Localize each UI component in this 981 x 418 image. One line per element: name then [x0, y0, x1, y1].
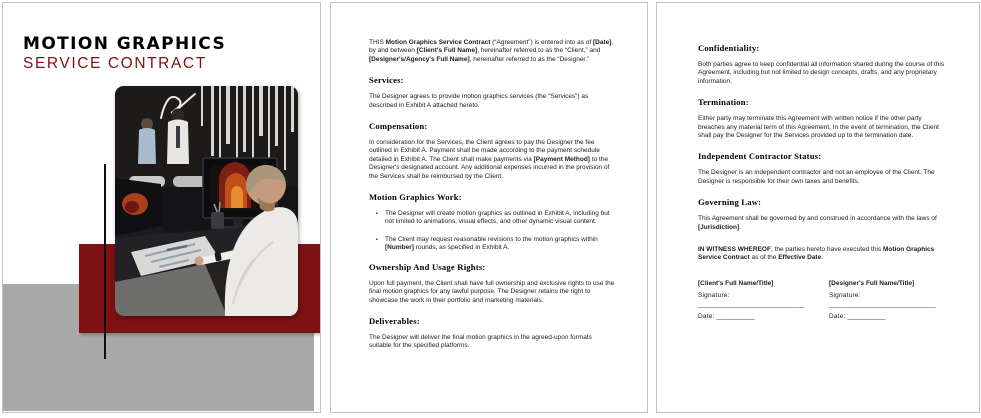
cover-title-block [23, 34, 226, 73]
heading-services: Services: [369, 75, 404, 86]
intro-paragraph: THIS Motion Graphics Service Contract (“Agreement”) is entered into as of [Date], by and between [Client's Full Name], hereinafter referred to as the “Client,” and [Designer's/Agency's Full Name], hereinafter referred to as the “Designer.” [369, 39, 614, 63]
client-date-line: Date: __________ [698, 313, 755, 321]
heading-termination: Termination: [698, 97, 749, 108]
heading-compensation: Compensation: [369, 121, 428, 132]
cover-photo [115, 86, 298, 316]
cover-page [2, 2, 321, 413]
ownership-paragraph: Upon full payment, the Client shall have full ownership and exclusive rights to use the final motion graphics for any lawful purpose. The Designer retains the right to showcase the work in their portfolio and marketing materials. [369, 279, 615, 304]
designer-name-label: [Designer's Full Name/Title] [829, 279, 915, 287]
bullet-icon: ▪ [376, 211, 378, 218]
cover-vertical-rule [104, 164, 106, 359]
client-signature-line: Signature: ____________________________ [698, 292, 805, 308]
client-signature-column [698, 280, 829, 326]
independent-contractor-paragraph: The Designer is an independent contractor and not an employee of the Client. The Designer is responsible for their own taxes and benefits. [698, 169, 935, 185]
designer-signature-column [829, 280, 960, 326]
heading-independent-contractor: Independent Contractor Status: [698, 151, 822, 162]
heading-ownership: Ownership And Usage Rights: [369, 261, 486, 272]
motion-graphics-work-list [376, 210, 616, 253]
list-item: ▪ The Client may request reasonable revisions to the motion graphics within [Number] rounds, as specified in Exhibit A. [376, 235, 598, 252]
governing-law-paragraph: This Agreement shall be governed by and construed in accordance with the laws of [Jurisdiction]. [698, 215, 937, 231]
bullet-icon: ▪ [376, 236, 378, 243]
signature-block [698, 280, 946, 326]
client-name-label: [Client's Full Name/Title] [698, 279, 774, 287]
heading-confidentiality: Confidentiality: [698, 43, 760, 53]
contract-page-two [656, 2, 980, 413]
designer-signature-line: Signature: ____________________________ [829, 292, 936, 308]
cover-title-line1: MOTION GRAPHICS [23, 34, 227, 54]
witness-paragraph: IN WITNESS WHEREOF, the parties hereto have executed this Motion Graphics Service Contract as of the Effective Date. [698, 246, 935, 262]
deliverables-paragraph: The Designer will deliver the final motion graphics in the agreed-upon formats suitable for the specified platforms. [369, 333, 592, 350]
termination-paragraph: Either party may terminate this Agreement with written notice if the other party breaches any material term of this Agreement. In the event of termination, the Client shall pay the Designer for the Services provided up to the termination date. [698, 115, 939, 140]
compensation-paragraph: In consideration for the Services, the Client agrees to pay the Designer the fee outlined in Exhibit A. Payment shall be made according to the payment schedule detailed in Exhibit A. The Client shall make payments via [Payment Method] to the Designer's designated account. Any additional expenses incurred in the provision of the Services shall be reimbursed by the Client. [369, 139, 610, 180]
cover-photo-illustration [115, 86, 298, 316]
heading-motion-graphics-work: Motion Graphics Work: [369, 192, 462, 203]
designer-date-line: Date: __________ [829, 313, 886, 321]
heading-deliverables: Deliverables: [369, 315, 420, 326]
cover-title-line2: SERVICE CONTRACT [23, 55, 207, 72]
chair-decoration [173, 176, 207, 187]
contract-page-one [330, 2, 648, 413]
heading-governing-law: Governing Law: [698, 197, 762, 208]
list-item: ▪ The Designer will create motion graphics as outlined in Exhibit A, including but not limited to animations, visual effects, and other dynamic visual content. [376, 210, 610, 226]
confidentiality-paragraph: Both parties agree to keep confidential all information shared during the course of this Agreement, including but not limited to design concepts, drafts, and any proprietary information. [698, 61, 945, 85]
services-paragraph: The Designer agrees to provide motion graphics services (the “Services”) as described in Exhibit A attached hereto. [369, 93, 589, 109]
